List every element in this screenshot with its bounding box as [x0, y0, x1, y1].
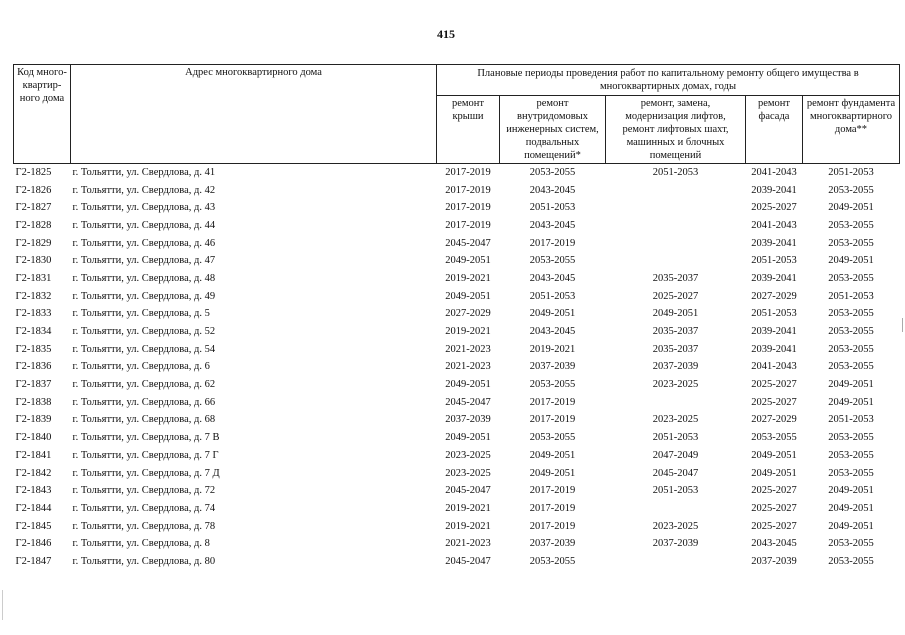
foundation-period-cell: 2053-2055: [828, 361, 874, 373]
engineering-period-cell: 2053-2055: [529, 166, 576, 178]
house-code-cell: Г2-1847: [15, 555, 52, 567]
table-row: [14, 235, 900, 253]
header-address: Адрес многоквартирного дома: [71, 65, 437, 164]
facade-period-cell: 2025-2027: [751, 485, 797, 497]
table-row: [14, 164, 900, 182]
elevator-period-cell: [606, 394, 746, 412]
roof-period-cell: 2019-2021: [445, 520, 491, 532]
elevator-period-cell: [606, 235, 746, 253]
house-code-cell: Г2-1831: [15, 272, 52, 284]
engineering-period-cell: 2017-2019: [529, 520, 576, 532]
facade-period-cell: 2051-2053: [751, 308, 797, 320]
header-code: Код много- квартир- ного дома: [14, 65, 71, 164]
address-cell: г. Тольятти, ул. Свердлова, д. 7 В: [72, 432, 220, 444]
table-row: [14, 270, 900, 288]
foundation-period-cell: 2049-2051: [828, 396, 874, 408]
table-row: [14, 182, 900, 200]
elevator-period-cell: [606, 500, 746, 518]
elevator-period-cell: 2037-2039: [652, 361, 699, 373]
elevator-period-cell: 2051-2053: [652, 166, 699, 178]
address-cell: г. Тольятти, ул. Свердлова, д. 78: [72, 520, 216, 532]
house-code-cell: Г2-1834: [15, 326, 52, 338]
foundation-period-cell: 2053-2055: [828, 237, 874, 249]
roof-period-cell: 2021-2023: [445, 361, 491, 373]
roof-period-cell: 2021-2023: [445, 343, 491, 355]
foundation-period-cell: 2053-2055: [828, 538, 874, 550]
house-code-cell: Г2-1842: [15, 467, 52, 479]
foundation-period-cell: 2053-2055: [828, 272, 874, 284]
address-cell: г. Тольятти, ул. Свердлова, д. 46: [72, 237, 216, 249]
address-cell: г. Тольятти, ул. Свердлова, д. 42: [72, 184, 216, 196]
foundation-period-cell: 2049-2051: [828, 202, 874, 214]
roof-period-cell: 2045-2047: [445, 485, 491, 497]
engineering-period-cell: 2017-2019: [529, 237, 576, 249]
engineering-period-cell: 2049-2051: [529, 449, 576, 461]
table-row: [14, 465, 900, 483]
facade-period-cell: 2039-2041: [751, 237, 797, 249]
elevator-period-cell: 2045-2047: [652, 467, 699, 479]
engineering-period-cell: 2043-2045: [529, 219, 576, 231]
page-number: 415: [437, 27, 455, 41]
address-cell: г. Тольятти, ул. Свердлова, д. 66: [72, 396, 216, 408]
address-cell: г. Тольятти, ул. Свердлова, д. 44: [72, 219, 216, 231]
house-code-cell: Г2-1837: [15, 379, 52, 391]
facade-period-cell: 2043-2045: [751, 538, 797, 550]
elevator-period-cell: 2035-2037: [652, 326, 699, 338]
engineering-period-cell: 2037-2039: [529, 361, 576, 373]
roof-period-cell: 2019-2021: [445, 272, 491, 284]
facade-period-cell: 2049-2051: [751, 467, 797, 479]
address-cell: г. Тольятти, ул. Свердлова, д. 62: [72, 379, 216, 391]
roof-period-cell: 2027-2029: [445, 308, 491, 320]
facade-period-cell: 2051-2053: [751, 255, 797, 267]
table-row: [14, 394, 900, 412]
foundation-period-cell: 2053-2055: [828, 467, 874, 479]
house-code-cell: Г2-1843: [15, 485, 52, 497]
house-code-cell: Г2-1832: [15, 290, 52, 302]
foundation-period-cell: 2053-2055: [828, 184, 874, 196]
elevator-period-cell: 2047-2049: [652, 449, 699, 461]
address-cell: г. Тольятти, ул. Свердлова, д. 7 Д: [72, 467, 220, 479]
table-body: [14, 164, 900, 571]
elevator-period-cell: 2025-2027: [652, 290, 699, 302]
facade-period-cell: 2039-2041: [751, 184, 797, 196]
house-code-cell: Г2-1828: [15, 219, 52, 231]
house-code-cell: Г2-1829: [15, 237, 52, 249]
foundation-period-cell: 2049-2051: [828, 379, 874, 391]
roof-period-cell: 2049-2051: [445, 432, 491, 444]
house-code-cell: Г2-1844: [15, 502, 52, 514]
header-facade: ремонт фасада: [746, 96, 803, 164]
table-row: [14, 412, 900, 430]
address-cell: г. Тольятти, ул. Свердлова, д. 41: [72, 166, 216, 178]
header-engineering: ремонт внутридомовых инженерных систем, подвальных помещений*: [500, 96, 606, 164]
roof-period-cell: 2019-2021: [445, 502, 491, 514]
elevator-period-cell: 2049-2051: [652, 308, 699, 320]
elevator-period-cell: 2035-2037: [652, 272, 699, 284]
address-cell: г. Тольятти, ул. Свердлова, д. 43: [72, 202, 216, 214]
table-row: [14, 288, 900, 306]
table-row: [14, 535, 900, 553]
facade-period-cell: 2041-2043: [751, 219, 797, 231]
elevator-period-cell: 2023-2025: [652, 379, 699, 391]
foundation-period-cell: 2049-2051: [828, 502, 874, 514]
header-periods: Плановые периоды проведения работ по капитальному ремонту общего имущества в многоквартирных домах, годы: [437, 65, 900, 96]
roof-period-cell: 2049-2051: [445, 255, 491, 267]
facade-period-cell: 2025-2027: [751, 502, 797, 514]
facade-period-cell: 2041-2043: [751, 166, 797, 178]
facade-period-cell: 2049-2051: [751, 449, 797, 461]
address-cell: г. Тольятти, ул. Свердлова, д. 7 Г: [72, 449, 219, 461]
address-cell: г. Тольятти, ул. Свердлова, д. 8: [72, 538, 210, 550]
foundation-period-cell: 2053-2055: [828, 555, 874, 567]
address-cell: г. Тольятти, ул. Свердлова, д. 48: [72, 272, 216, 284]
table-row: [14, 553, 900, 571]
facade-period-cell: 2039-2041: [751, 343, 797, 355]
house-code-cell: Г2-1839: [15, 414, 52, 426]
foundation-period-cell: 2049-2051: [828, 255, 874, 267]
facade-period-cell: 2039-2041: [751, 272, 797, 284]
engineering-period-cell: 2053-2055: [529, 379, 576, 391]
elevator-period-cell: [606, 217, 746, 235]
foundation-period-cell: 2053-2055: [828, 343, 874, 355]
engineering-period-cell: 2043-2045: [529, 326, 576, 338]
header-roof: ремонт крыши: [437, 96, 500, 164]
elevator-period-cell: [606, 199, 746, 217]
engineering-period-cell: 2017-2019: [529, 485, 576, 497]
house-code-cell: Г2-1835: [15, 343, 52, 355]
house-code-cell: Г2-1830: [15, 255, 52, 267]
header-elevators: ремонт, замена, модернизация лифтов, ремонт лифтовых шахт, машинных и блочных помещений: [606, 96, 746, 164]
engineering-period-cell: 2049-2051: [529, 308, 576, 320]
facade-period-cell: 2053-2055: [751, 432, 797, 444]
elevator-period-cell: [606, 182, 746, 200]
house-code-cell: Г2-1825: [15, 166, 52, 178]
address-cell: г. Тольятти, ул. Свердлова, д. 74: [72, 502, 216, 514]
address-cell: г. Тольятти, ул. Свердлова, д. 68: [72, 414, 216, 426]
elevator-period-cell: 2051-2053: [652, 432, 699, 444]
facade-period-cell: 2025-2027: [751, 396, 797, 408]
engineering-period-cell: 2053-2055: [529, 432, 576, 444]
roof-period-cell: 2023-2025: [445, 449, 491, 461]
house-code-cell: Г2-1838: [15, 396, 52, 408]
house-code-cell: Г2-1841: [15, 449, 52, 461]
roof-period-cell: 2045-2047: [445, 555, 491, 567]
roof-period-cell: 2023-2025: [445, 467, 491, 479]
roof-period-cell: 2037-2039: [445, 414, 491, 426]
scan-artifact: [902, 318, 903, 332]
engineering-period-cell: 2053-2055: [529, 255, 576, 267]
address-cell: г. Тольятти, ул. Свердлова, д. 49: [72, 290, 216, 302]
engineering-period-cell: 2017-2019: [529, 396, 576, 408]
house-code-cell: Г2-1827: [15, 202, 52, 214]
roof-period-cell: 2045-2047: [445, 396, 491, 408]
engineering-period-cell: 2051-2053: [529, 290, 576, 302]
table-row: [14, 518, 900, 536]
roof-period-cell: 2017-2019: [445, 166, 491, 178]
table-row: [14, 447, 900, 465]
header-foundation: ремонт фундамента многоквартирного дома**: [803, 96, 900, 164]
elevator-period-cell: 2051-2053: [652, 485, 699, 497]
address-cell: г. Тольятти, ул. Свердлова, д. 52: [72, 326, 216, 338]
table-row: [14, 199, 900, 217]
facade-period-cell: 2027-2029: [751, 290, 797, 302]
engineering-period-cell: 2017-2019: [529, 414, 576, 426]
house-code-cell: Г2-1840: [15, 432, 52, 444]
table-row: [14, 482, 900, 500]
table-row: [14, 217, 900, 235]
facade-period-cell: 2025-2027: [751, 520, 797, 532]
facade-period-cell: 2041-2043: [751, 361, 797, 373]
table-row: [14, 376, 900, 394]
scan-artifact: [2, 590, 3, 620]
elevator-period-cell: 2023-2025: [652, 520, 699, 532]
house-code-cell: Г2-1836: [15, 361, 52, 373]
foundation-period-cell: 2053-2055: [828, 432, 874, 444]
engineering-period-cell: 2019-2021: [529, 343, 576, 355]
facade-period-cell: 2039-2041: [751, 326, 797, 338]
engineering-period-cell: 2037-2039: [529, 538, 576, 550]
roof-period-cell: 2017-2019: [445, 184, 491, 196]
table-row: [14, 323, 900, 341]
facade-period-cell: 2025-2027: [751, 202, 797, 214]
table-row: [14, 359, 900, 377]
address-cell: г. Тольятти, ул. Свердлова, д. 80: [72, 555, 216, 567]
foundation-period-cell: 2051-2053: [828, 414, 874, 426]
roof-period-cell: 2049-2051: [445, 290, 491, 302]
house-code-cell: Г2-1833: [15, 308, 52, 320]
roof-period-cell: 2045-2047: [445, 237, 491, 249]
table-row: [14, 341, 900, 359]
engineering-period-cell: 2043-2045: [529, 272, 576, 284]
table-row: [14, 429, 900, 447]
facade-period-cell: 2037-2039: [751, 555, 797, 567]
elevator-period-cell: 2035-2037: [652, 343, 699, 355]
foundation-period-cell: 2049-2051: [828, 520, 874, 532]
table-row: [14, 252, 900, 270]
foundation-period-cell: 2049-2051: [828, 485, 874, 497]
house-code-cell: Г2-1845: [15, 520, 52, 532]
address-cell: г. Тольятти, ул. Свердлова, д. 5: [72, 308, 210, 320]
engineering-period-cell: 2043-2045: [529, 184, 576, 196]
foundation-period-cell: 2053-2055: [828, 219, 874, 231]
engineering-period-cell: 2017-2019: [529, 502, 576, 514]
roof-period-cell: 2049-2051: [445, 379, 491, 391]
engineering-period-cell: 2053-2055: [529, 555, 576, 567]
roof-period-cell: 2017-2019: [445, 219, 491, 231]
house-code-cell: Г2-1826: [15, 184, 52, 196]
foundation-period-cell: 2051-2053: [828, 290, 874, 302]
table-row: [14, 306, 900, 324]
address-cell: г. Тольятти, ул. Свердлова, д. 72: [72, 485, 216, 497]
engineering-period-cell: 2049-2051: [529, 467, 576, 479]
foundation-period-cell: 2053-2055: [828, 326, 874, 338]
repair-schedule-table: [13, 64, 900, 571]
house-code-cell: Г2-1846: [15, 538, 52, 550]
address-cell: г. Тольятти, ул. Свердлова, д. 54: [72, 343, 216, 355]
engineering-period-cell: 2051-2053: [529, 202, 576, 214]
address-cell: г. Тольятти, ул. Свердлова, д. 6: [72, 361, 210, 373]
table-row: [14, 500, 900, 518]
roof-period-cell: 2019-2021: [445, 326, 491, 338]
facade-period-cell: 2025-2027: [751, 379, 797, 391]
elevator-period-cell: [606, 252, 746, 270]
facade-period-cell: 2027-2029: [751, 414, 797, 426]
foundation-period-cell: 2051-2053: [828, 166, 874, 178]
roof-period-cell: 2021-2023: [445, 538, 491, 550]
roof-period-cell: 2017-2019: [445, 202, 491, 214]
elevator-period-cell: 2037-2039: [652, 538, 699, 550]
address-cell: г. Тольятти, ул. Свердлова, д. 47: [72, 255, 216, 267]
elevator-period-cell: 2023-2025: [652, 414, 699, 426]
elevator-period-cell: [606, 553, 746, 571]
foundation-period-cell: 2053-2055: [828, 308, 874, 320]
foundation-period-cell: 2053-2055: [828, 449, 874, 461]
